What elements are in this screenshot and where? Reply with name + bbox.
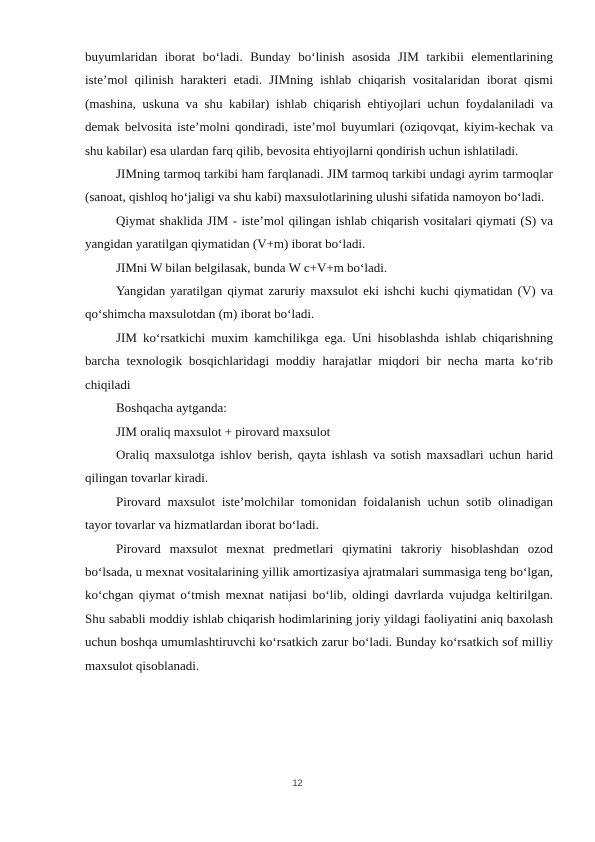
paragraph: Pirovard maxsulot mexnat predmetlari qiymatini takroriy hisoblashdan ozod bo‘lsada, u mexnat vositalarining yillik amortizasiya ajratmalari summasiga teng bo‘lgan, ko‘chgan qiymat o‘tmish mexnat natijasi bo‘lib, oldingi davrlarda vujudga keltirilgan. Shu sababli moddiy ishlab chiqarish hodimlarining joriy yildagi faoliyatini aniq baxolash uchun boshqa umumlashtiruvchi ko‘rsatkich zarur bo‘ladi. Bunday ko‘rsatkich sof milliy maxsulot qisoblanadi. [85, 540, 553, 673]
paragraph: Oraliq maxsulotga ishlov berish, qayta ishlash va sotish maxsadlari uchun harid qilingan tovarlar kiradi. [85, 446, 553, 486]
paragraph: Yangidan yaratilgan qiymat zaruriy maxsulot eki ishchi kuchi qiymatidan (V) va qo‘shimcha maxsulotdan (m) iborat bo‘ladi. [85, 283, 553, 322]
page-body [85, 45, 553, 677]
paragraph-continuation: buyumlaridan iborat bo‘ladi. Bunday bo‘linish asosida JIM tarkibii elementlarining iste’mol qilinish harakteri etadi. JIMning ishlab chiqarish vositalaridan iborat qismi (mashina, uskuna va shu kabilar) ishlab chiqarish ehtiyojlari uchun foydalaniladi va demak belvosita iste’molni qondiradi, iste’mol buyumlari (oziqovqat, kiyim-kechak va shu kabilar) esa ulardan farq qilib, bevosita ehtiyojlarni qondirish uchun ishlatiladi. [85, 49, 553, 158]
paragraph: Boshqacha aytganda: [116, 400, 227, 416]
paragraph: JIM ko‘rsatkichi muxim kamchilikga ega. Uni hisoblashda ishlab chiqarishning barcha texnologik bosqichlaridagi moddiy harajatlar miqdori bir necha marta ko‘rib chiqiladi [85, 329, 553, 392]
paragraph: JIMning tarmoq tarkibi ham farqlanadi. JIM tarmoq tarkibi undagi ayrim tarmoqlar (sanoat, qishloq ho‘jaligi va shu kabi) maxsulotlarining ulushi sifatida namoyon bo‘ladi. [85, 166, 553, 205]
paragraph: Pirovard maxsulot iste’molchilar tomonidan foidalanish uchun sotib olinadigan tayor tovarlar va hizmatlardan iborat bo‘ladi. [85, 493, 553, 533]
page-number: 12 [292, 778, 303, 788]
paragraph: Qiymat shaklida JIM - iste’mol qilingan ishlab chiqarish vositalari qiymati (S) va yangidan yaratilgan qiymatidan (V+m) iborat bo‘ladi. [85, 212, 553, 252]
paragraph: JIM oraliq maxsulot + pirovard maxsulot [116, 423, 331, 439]
paragraph: JIMni W bilan belgilasak, bunda W c+V+m bo‘ladi. [116, 259, 388, 275]
